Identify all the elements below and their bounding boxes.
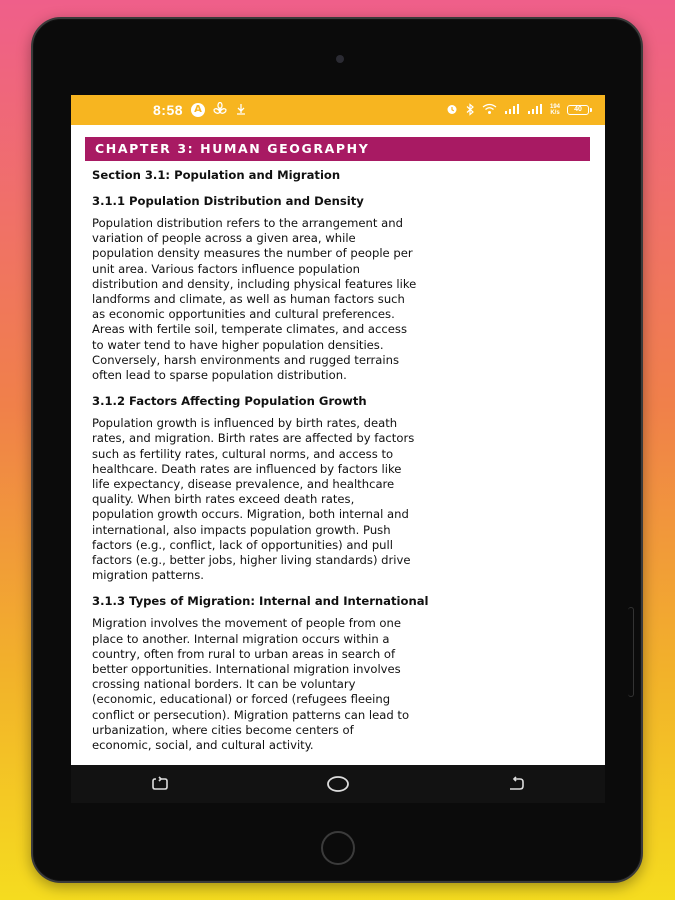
subsection-title: 3.1.2 Factors Affecting Population Growth: [92, 394, 367, 409]
section-title: Section 3.1: Population and Migration: [92, 168, 341, 182]
back-button[interactable]: [496, 769, 536, 799]
network-speed-unit: K/s: [550, 110, 560, 116]
front-camera-icon: [336, 55, 344, 63]
subsection-title: 3.1.1 Population Distribution and Density: [92, 194, 364, 208]
navigation-bar: [71, 765, 605, 803]
a-badge-icon: A: [191, 103, 205, 117]
wifi-icon: [482, 103, 497, 117]
home-button[interactable]: [318, 769, 358, 799]
signal-icon: [527, 103, 543, 117]
chapter-title: CHAPTER 3: HUMAN GEOGRAPHY: [85, 137, 590, 161]
network-speed-value: 194: [549, 104, 560, 110]
back-icon: [507, 776, 525, 792]
article: [92, 168, 588, 764]
tablet-screen: [71, 95, 605, 803]
recents-button[interactable]: [140, 769, 180, 799]
subsection-paragraph: Population growth is influenced by birth rates, death rates, and migration. Birth rates are affected by factors such as fertility rates, cultural norms, and access to healthcare. Death rates are influenced by factors like life expectancy, disease prevalence, and healthcare quality. When birth rates exceed death rates, population growth occurs. Migration, both internal and international, also impacts population growth. Push factors (e.g., conflict, lack of opportunities) and pull factors (e.g., better jobs, higher living standards) drive migration patterns.: [92, 416, 415, 583]
alarm-icon: [446, 103, 458, 117]
subsection-title: 3.1.3 Types of Migration: Internal and International: [92, 594, 429, 609]
side-button: [628, 607, 634, 697]
hardware-home-button[interactable]: [321, 831, 355, 865]
network-speed: [550, 104, 560, 116]
battery-icon: [567, 105, 589, 115]
subsection-paragraph: Migration involves the movement of people from one place to another. Internal migration occurs within a country, often from rural to urban areas in search of better opportunities. International migration involves crossing national borders. It can be voluntary (economic, educational) or forced (refugees fleeing conflict or persecution). Migration patterns can lead to urbanization, where cities become centers of economic, social, and cultural activity.: [92, 616, 410, 753]
fan-icon: [213, 102, 227, 118]
reader-content[interactable]: [71, 125, 605, 765]
status-time: 8:58: [153, 102, 184, 118]
bluetooth-icon: [465, 103, 475, 118]
home-icon: [326, 775, 350, 793]
usb-icon: [235, 103, 247, 117]
status-bar: [71, 95, 605, 125]
subsection-paragraph: Population distribution refers to the arrangement and variation of people across a given area, while population density measures the number of people per unit area. Various factors influence population distribution and density, including physical features like landforms and climate, as well as human factors such as economic opportunities and cultural preferences. Areas with fertile soil, temperate climates, and access to water tend to have higher population densities. Conversely, harsh environments and rugged terrains often lead to sparse population distribution.: [92, 216, 417, 383]
battery-level: 40: [574, 106, 582, 113]
signal-icon: [504, 103, 520, 117]
recents-icon: [151, 776, 169, 792]
